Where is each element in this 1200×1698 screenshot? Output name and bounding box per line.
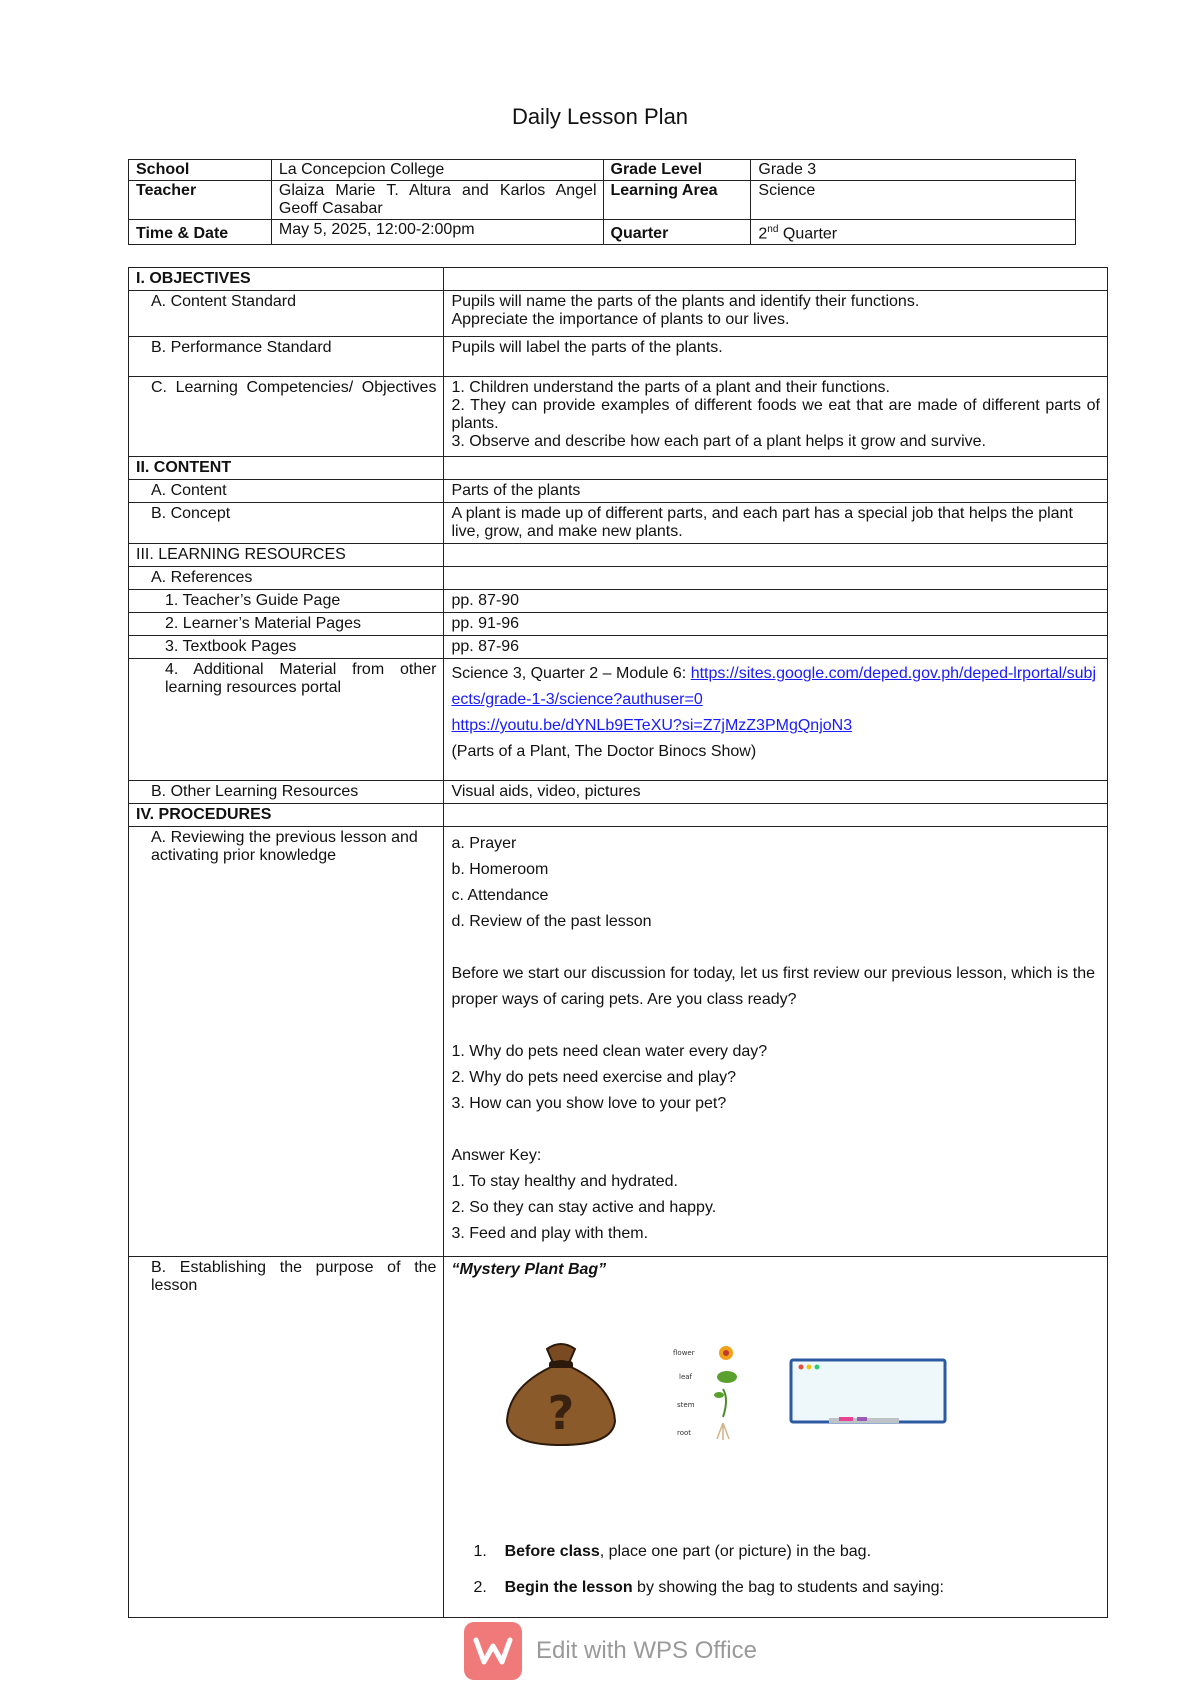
quarter-label: Quarter bbox=[603, 220, 751, 245]
purpose-label: B. Establishing the purpose of the lesson bbox=[129, 1257, 444, 1618]
lesson-table bbox=[128, 267, 1108, 1618]
additional-material-label: 4. Additional Material from other learning resources portal bbox=[129, 659, 444, 781]
list-item: 2. Why do pets need exercise and play? bbox=[451, 1069, 737, 1086]
info-table bbox=[128, 159, 1076, 245]
content-heading: II. CONTENT bbox=[129, 457, 444, 480]
competencies: 1. Children understand the parts of a plant and their functions. 2. They can provide examples of different foods we eat that are made of different parts of plants. 3. Observe and describe how each part of a plant helps it grow and survive. bbox=[444, 377, 1108, 457]
list-item: 3. Feed and play with them. bbox=[451, 1225, 649, 1242]
teachers-guide-pages: pp. 87-90 bbox=[444, 590, 1108, 613]
performance-standard-label: B. Performance Standard bbox=[129, 337, 444, 377]
learners-material-pages: pp. 91-96 bbox=[444, 613, 1108, 636]
list-item: c. Attendance bbox=[451, 887, 549, 904]
mystery-bag-image bbox=[499, 1337, 623, 1449]
lrportal-link[interactable]: https://sites.google.com/deped.gov.ph/deped-lrportal/subjects/grade-1-3/science?authuser=0 bbox=[451, 665, 1096, 708]
content-standard-label: A. Content Standard bbox=[129, 291, 444, 337]
plant-label-leaf: leaf bbox=[679, 1373, 693, 1381]
learners-material-label: 2. Learner’s Material Pages bbox=[129, 613, 444, 636]
youtube-link[interactable]: https://youtu.be/dYNLb9ETeXU?si=Z7jMzZ3PMgQnjoN3 bbox=[451, 717, 853, 734]
list-item: 1. To stay healthy and hydrated. bbox=[451, 1173, 678, 1190]
purpose-content bbox=[444, 1257, 1108, 1618]
quarter-value: 2nd Quarter bbox=[751, 220, 1076, 245]
references-label: A. References bbox=[129, 567, 444, 590]
review-intro: Before we start our discussion for today, let us first review our previous lesson, which is the proper ways of caring pets. Are you class ready? bbox=[451, 965, 1095, 1008]
grade-label: Grade Level bbox=[603, 160, 751, 181]
area-label: Learning Area bbox=[603, 181, 751, 220]
wps-watermark-text: Edit with WPS Office bbox=[536, 1637, 757, 1664]
plant-label-root: root bbox=[677, 1429, 692, 1437]
svg-text:?: ? bbox=[548, 1386, 575, 1440]
additional-material: Science 3, Quarter 2 – Module 6: https://sites.google.com/deped.gov.ph/deped-lrportal/subjects/grade-1-3/science?authuser=0 https://youtu.be/dYNLb9ETeXU?si=Z7jMzZ3PMgQnjoN3 (Parts of a Plant, The Doctor Binocs Show) bbox=[444, 659, 1108, 781]
plant-label-flower: flower bbox=[673, 1349, 696, 1357]
mystery-bag-title: “Mystery Plant Bag” bbox=[451, 1261, 607, 1278]
plant-parts-image bbox=[671, 1343, 741, 1443]
area-value: Science bbox=[751, 181, 1076, 220]
step-2: 2. Begin the lesson by showing the bag to students and saying: bbox=[473, 1579, 944, 1596]
step-1: 1. Before class, place one part (or picture) in the bag. bbox=[473, 1543, 872, 1560]
textbook-label: 3. Textbook Pages bbox=[129, 636, 444, 659]
video-note: (Parts of a Plant, The Doctor Binocs Show) bbox=[451, 743, 757, 760]
content-a: Parts of the plants bbox=[444, 480, 1108, 503]
resources-heading: III. LEARNING RESOURCES bbox=[129, 544, 444, 567]
answer-key-label: Answer Key: bbox=[451, 1147, 542, 1164]
teacher-label: Teacher bbox=[129, 181, 272, 220]
performance-standard: Pupils will label the parts of the plants. bbox=[444, 337, 1108, 377]
list-item: 3. How can you show love to your pet? bbox=[451, 1095, 727, 1112]
list-item: 2. So they can stay active and happy. bbox=[451, 1199, 717, 1216]
objectives-heading: I. OBJECTIVES bbox=[129, 268, 444, 291]
procedures-heading: IV. PROCEDURES bbox=[129, 804, 444, 827]
textbook-pages: pp. 87-96 bbox=[444, 636, 1108, 659]
list-item: a. Prayer bbox=[451, 835, 517, 852]
concept-label: B. Concept bbox=[129, 503, 444, 544]
content-standard: Pupils will name the parts of the plants and identify their functions. Appreciate the importance of plants to our lives. bbox=[444, 291, 1108, 337]
list-item: b. Homeroom bbox=[451, 861, 549, 878]
school-label: School bbox=[129, 160, 272, 181]
wps-watermark bbox=[464, 1622, 757, 1680]
review-content bbox=[444, 827, 1108, 1257]
teachers-guide-label: 1. Teacher’s Guide Page bbox=[129, 590, 444, 613]
grade-value: Grade 3 bbox=[751, 160, 1076, 181]
teacher-value: Glaiza Marie T. Altura and Karlos Angel Geoff Casabar bbox=[271, 181, 603, 220]
whiteboard-image bbox=[789, 1358, 947, 1428]
page-title: Daily Lesson Plan bbox=[511, 104, 689, 129]
plant-label-stem: stem bbox=[677, 1401, 695, 1409]
time-label: Time & Date bbox=[129, 220, 272, 245]
list-item: 1. Why do pets need clean water every day? bbox=[451, 1043, 768, 1060]
other-resources-label: B. Other Learning Resources bbox=[129, 781, 444, 804]
time-value: May 5, 2025, 12:00-2:00pm bbox=[271, 220, 603, 245]
concept: A plant is made up of different parts, and each part has a special job that helps the plant live, grow, and make new plants. bbox=[444, 503, 1108, 544]
school-value: La Concepcion College bbox=[271, 160, 603, 181]
list-item: d. Review of the past lesson bbox=[451, 913, 652, 930]
other-resources: Visual aids, video, pictures bbox=[444, 781, 1108, 804]
competencies-label: C. Learning Competencies/ Objectives bbox=[129, 377, 444, 457]
wps-logo-icon bbox=[464, 1622, 522, 1680]
review-label: A. Reviewing the previous lesson and activating prior knowledge bbox=[129, 827, 444, 1257]
content-a-label: A. Content bbox=[129, 480, 444, 503]
